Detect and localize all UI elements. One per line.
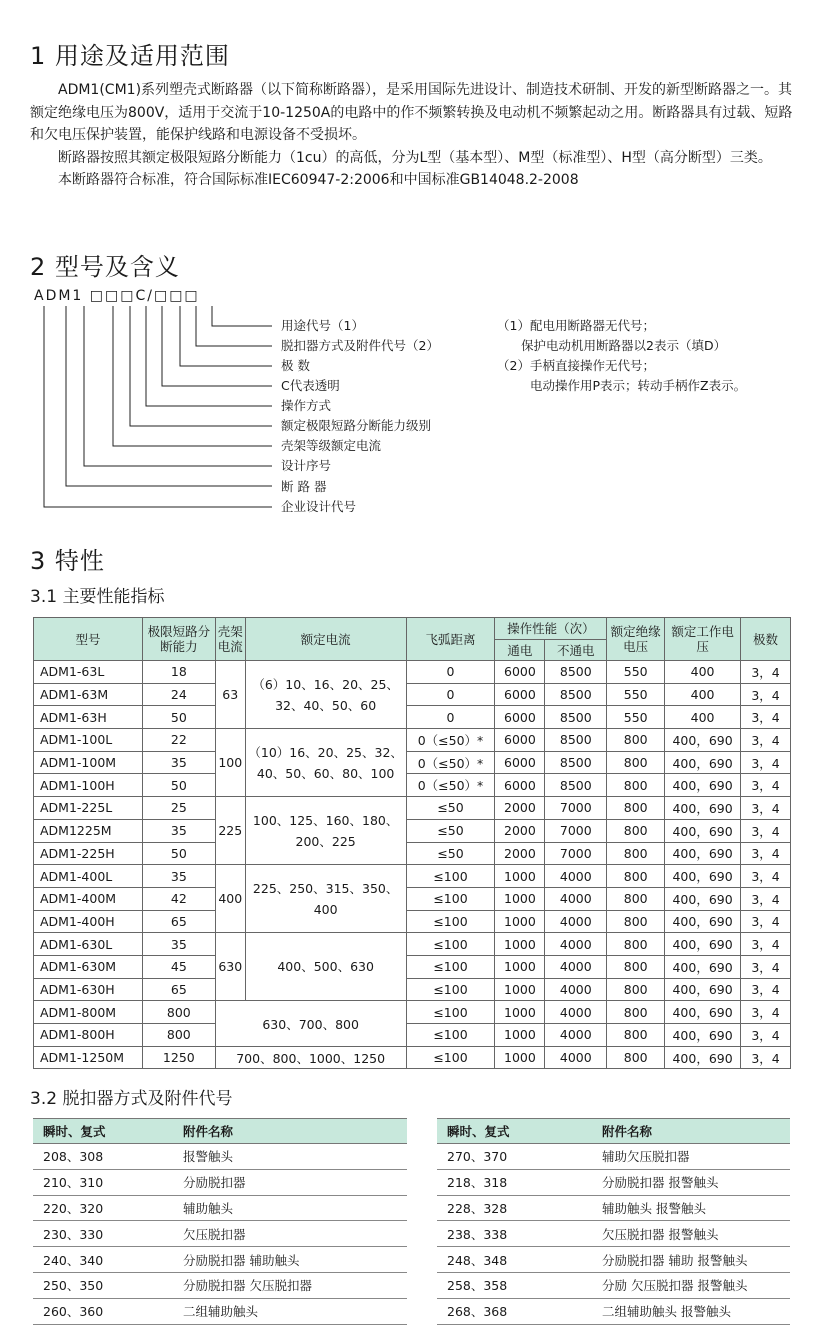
section3-title: 3 特性 bbox=[30, 547, 105, 575]
ops-off-cell: 4000 bbox=[545, 933, 607, 956]
ops-on-cell: 6000 bbox=[495, 683, 545, 706]
arc-distance-cell: ≤100 bbox=[406, 1024, 495, 1047]
working-voltage-cell: 400，690 bbox=[665, 774, 741, 797]
insulation-voltage-cell: 800 bbox=[607, 910, 665, 933]
ops-on-cell: 6000 bbox=[495, 661, 545, 684]
arc-distance-cell: 0（≤50）* bbox=[406, 774, 495, 797]
arc-distance-cell: ≤100 bbox=[406, 978, 495, 1001]
working-voltage-cell: 400，690 bbox=[665, 978, 741, 1001]
ops-on-cell: 1000 bbox=[495, 955, 545, 978]
ops-on-cell: 1000 bbox=[495, 1046, 545, 1069]
icu-cell: 50 bbox=[142, 706, 215, 729]
paragraph-2: 断路器按照其额定极限短路分断能力（1cu）的高低，分为L型（基本型）、M型（标准型）、H型（高分断型）三类。 bbox=[58, 149, 772, 166]
release-code-table-left bbox=[33, 1118, 407, 1325]
arc-distance-cell: 0 bbox=[406, 661, 495, 684]
code-cell: 270、370 bbox=[437, 1144, 592, 1170]
header-rated-current: 额定电流 bbox=[245, 618, 406, 661]
header-code: 瞬时、复式 bbox=[437, 1119, 592, 1144]
icu-cell: 35 bbox=[142, 751, 215, 774]
code-label: 操作方式 bbox=[281, 398, 332, 413]
working-voltage-cell: 400 bbox=[665, 706, 741, 729]
working-voltage-cell: 400，690 bbox=[665, 842, 741, 865]
rated-current-cell: 630、700、800 bbox=[215, 1001, 406, 1046]
insulation-voltage-cell: 800 bbox=[607, 729, 665, 752]
accessory-cell: 分励脱扣器 欠压脱扣器 bbox=[173, 1272, 407, 1298]
icu-cell: 35 bbox=[142, 865, 215, 888]
ops-off-cell: 4000 bbox=[545, 887, 607, 910]
ops-off-cell: 8500 bbox=[545, 751, 607, 774]
table-row bbox=[437, 1195, 790, 1221]
icu-cell: 25 bbox=[142, 797, 215, 820]
code-notes bbox=[497, 318, 746, 393]
ops-on-cell: 1000 bbox=[495, 865, 545, 888]
ops-off-cell: 8500 bbox=[545, 729, 607, 752]
ops-off-cell: 4000 bbox=[545, 1024, 607, 1047]
arc-distance-cell: ≤100 bbox=[406, 933, 495, 956]
accessory-cell: 报警触头 bbox=[173, 1144, 407, 1170]
insulation-voltage-cell: 800 bbox=[607, 819, 665, 842]
ops-on-cell: 1000 bbox=[495, 933, 545, 956]
icu-cell: 800 bbox=[142, 1001, 215, 1024]
poles-cell: 3，4 bbox=[741, 933, 791, 956]
accessory-cell: 欠压脱扣器 报警触头 bbox=[592, 1221, 790, 1247]
table-row bbox=[437, 1247, 790, 1273]
working-voltage-cell: 400，690 bbox=[665, 955, 741, 978]
code-cell: 248、348 bbox=[437, 1247, 592, 1273]
insulation-voltage-cell: 800 bbox=[607, 842, 665, 865]
ops-off-cell: 4000 bbox=[545, 1001, 607, 1024]
model-cell: ADM1-630L bbox=[34, 933, 143, 956]
working-voltage-cell: 400 bbox=[665, 683, 741, 706]
model-cell: ADM1-630M bbox=[34, 955, 143, 978]
poles-cell: 3，4 bbox=[741, 1024, 791, 1047]
ops-on-cell: 6000 bbox=[495, 774, 545, 797]
arc-distance-cell: ≤100 bbox=[406, 1046, 495, 1069]
model-cell: ADM1-225L bbox=[34, 797, 143, 820]
arc-distance-cell: 0 bbox=[406, 706, 495, 729]
model-cell: ADM1-400M bbox=[34, 887, 143, 910]
table-row bbox=[34, 933, 791, 956]
rated-current-cell: （6）10、16、20、25、32、40、50、60 bbox=[245, 661, 406, 729]
arc-distance-cell: ≤100 bbox=[406, 955, 495, 978]
code-cell: 258、358 bbox=[437, 1272, 592, 1298]
code-label: 极 数 bbox=[281, 358, 310, 373]
paragraph-1: ADM1(CM1)系列塑壳式断路器（以下简称断路器），是采用国际先进设计、制造技术研制、开发的新型断路器之一。其额定绝缘电压为800V，适用于交流于10-1250A的电路中的作不频繁转换及电动机不频繁起动之用。断路器具有过载、短路和欠电压保护装置，能保护线路和电源设备不受损坏。 bbox=[30, 82, 793, 143]
frame-current-cell: 630 bbox=[215, 933, 245, 1001]
model-cell: ADM1-63H bbox=[34, 706, 143, 729]
ops-on-cell: 2000 bbox=[495, 797, 545, 820]
insulation-voltage-cell: 800 bbox=[607, 751, 665, 774]
working-voltage-cell: 400，690 bbox=[665, 729, 741, 752]
header-icu: 极限短路分断能力 bbox=[142, 618, 215, 661]
frame-current-cell: 225 bbox=[215, 797, 245, 865]
table-row bbox=[34, 661, 791, 684]
insulation-voltage-cell: 800 bbox=[607, 774, 665, 797]
ops-on-cell: 6000 bbox=[495, 729, 545, 752]
insulation-voltage-cell: 550 bbox=[607, 661, 665, 684]
ops-off-cell: 8500 bbox=[545, 774, 607, 797]
ops-on-cell: 1000 bbox=[495, 910, 545, 933]
frame-current-cell: 100 bbox=[215, 729, 245, 797]
accessory-cell: 分励脱扣器 辅助 报警触头 bbox=[592, 1247, 790, 1273]
model-cell: ADM1225M bbox=[34, 819, 143, 842]
accessory-cell: 分励脱扣器 报警触头 bbox=[592, 1169, 790, 1195]
ops-off-cell: 7000 bbox=[545, 819, 607, 842]
model-cell: ADM1-100L bbox=[34, 729, 143, 752]
poles-cell: 3，4 bbox=[741, 887, 791, 910]
section1-text bbox=[30, 79, 800, 192]
release-code-rows bbox=[437, 1144, 790, 1325]
table-row bbox=[34, 774, 791, 797]
insulation-voltage-cell: 800 bbox=[607, 978, 665, 1001]
table-row bbox=[33, 1195, 407, 1221]
ops-off-cell: 4000 bbox=[545, 1046, 607, 1069]
working-voltage-cell: 400 bbox=[665, 661, 741, 684]
table-row bbox=[34, 978, 791, 1001]
accessory-cell: 分励脱扣器 辅助触头 bbox=[173, 1247, 407, 1273]
table-row bbox=[34, 706, 791, 729]
table-row bbox=[33, 1247, 407, 1273]
table-row bbox=[34, 683, 791, 706]
ops-off-cell: 8500 bbox=[545, 683, 607, 706]
arc-distance-cell: ≤50 bbox=[406, 842, 495, 865]
code-label: 用途代号（1） bbox=[281, 318, 364, 333]
table-row bbox=[34, 797, 791, 820]
accessory-cell: 二组辅助触头 bbox=[173, 1298, 407, 1324]
table-row bbox=[437, 1298, 790, 1324]
rated-current-cell: 100、125、160、180、200、225 bbox=[245, 797, 406, 865]
table-row bbox=[34, 751, 791, 774]
ops-off-cell: 4000 bbox=[545, 955, 607, 978]
arc-distance-cell: 0（≤50）* bbox=[406, 751, 495, 774]
code-cell: 250、350 bbox=[33, 1272, 173, 1298]
icu-cell: 18 bbox=[142, 661, 215, 684]
code-cell: 210、310 bbox=[33, 1169, 173, 1195]
ops-on-cell: 1000 bbox=[495, 978, 545, 1001]
code-cell: 218、318 bbox=[437, 1169, 592, 1195]
header-model: 型号 bbox=[34, 618, 143, 661]
header-arc-distance: 飞弧距离 bbox=[406, 618, 495, 661]
performance-table-body bbox=[34, 661, 791, 1069]
poles-cell: 3，4 bbox=[741, 865, 791, 888]
poles-cell: 3，4 bbox=[741, 1046, 791, 1069]
ops-on-cell: 1000 bbox=[495, 1001, 545, 1024]
model-cell: ADM1-1250M bbox=[34, 1046, 143, 1069]
release-code-rows bbox=[33, 1144, 407, 1325]
model-cell: ADM1-400L bbox=[34, 865, 143, 888]
working-voltage-cell: 400，690 bbox=[665, 933, 741, 956]
poles-cell: 3，4 bbox=[741, 661, 791, 684]
poles-cell: 3，4 bbox=[741, 819, 791, 842]
ops-off-cell: 8500 bbox=[545, 706, 607, 729]
code-cell: 240、340 bbox=[33, 1247, 173, 1273]
poles-cell: 3，4 bbox=[741, 910, 791, 933]
working-voltage-cell: 400，690 bbox=[665, 1046, 741, 1069]
section1-title: 1 用途及适用范围 bbox=[30, 42, 230, 70]
code-cell: 260、360 bbox=[33, 1298, 173, 1324]
arc-distance-cell: 0 bbox=[406, 683, 495, 706]
section2-title: 2 型号及含义 bbox=[30, 253, 180, 281]
ops-on-cell: 6000 bbox=[495, 706, 545, 729]
icu-cell: 35 bbox=[142, 819, 215, 842]
table-row bbox=[34, 910, 791, 933]
table-row bbox=[33, 1144, 407, 1170]
arc-distance-cell: ≤50 bbox=[406, 797, 495, 820]
table-row bbox=[33, 1221, 407, 1247]
insulation-voltage-cell: 800 bbox=[607, 1001, 665, 1024]
working-voltage-cell: 400，690 bbox=[665, 1024, 741, 1047]
icu-cell: 42 bbox=[142, 887, 215, 910]
insulation-voltage-cell: 800 bbox=[607, 797, 665, 820]
model-code: ADM1 □□□C/□□□ bbox=[34, 288, 200, 304]
code-label: 额定极限短路分断能力级别 bbox=[281, 418, 432, 433]
table-row bbox=[437, 1221, 790, 1247]
table-row bbox=[33, 1272, 407, 1298]
code-label: C代表透明 bbox=[281, 378, 340, 393]
rated-current-cell: 225、250、315、350、400 bbox=[245, 865, 406, 933]
arc-distance-cell: ≤50 bbox=[406, 819, 495, 842]
poles-cell: 3，4 bbox=[741, 842, 791, 865]
code-label: 断 路 器 bbox=[281, 479, 327, 494]
poles-cell: 3，4 bbox=[741, 774, 791, 797]
model-cell: ADM1-800H bbox=[34, 1024, 143, 1047]
icu-cell: 65 bbox=[142, 978, 215, 1001]
table-row bbox=[437, 1144, 790, 1170]
icu-cell: 35 bbox=[142, 933, 215, 956]
insulation-voltage-cell: 550 bbox=[607, 706, 665, 729]
accessory-cell: 辅助触头 bbox=[173, 1195, 407, 1221]
table-row bbox=[34, 955, 791, 978]
code-note: （2）手柄直接操作无代号； bbox=[497, 358, 655, 373]
header-insulation-voltage: 额定绝缘电压 bbox=[607, 618, 665, 661]
model-cell: ADM1-225H bbox=[34, 842, 143, 865]
header-ops-on: 通电 bbox=[495, 640, 545, 661]
accessory-cell: 欠压脱扣器 bbox=[173, 1221, 407, 1247]
accessory-cell: 辅助欠压脱扣器 bbox=[592, 1144, 790, 1170]
icu-cell: 22 bbox=[142, 729, 215, 752]
subsection-3-1-title: 3.1 主要性能指标 bbox=[30, 587, 165, 607]
working-voltage-cell: 400，690 bbox=[665, 865, 741, 888]
poles-cell: 3，4 bbox=[741, 683, 791, 706]
model-cell: ADM1-630H bbox=[34, 978, 143, 1001]
ops-on-cell: 1000 bbox=[495, 887, 545, 910]
rated-current-cell: 700、800、1000、1250 bbox=[215, 1046, 406, 1069]
table-row bbox=[34, 1001, 791, 1024]
icu-cell: 50 bbox=[142, 774, 215, 797]
accessory-cell: 分励脱扣器 bbox=[173, 1169, 407, 1195]
code-label: 设计序号 bbox=[281, 458, 332, 473]
working-voltage-cell: 400，690 bbox=[665, 819, 741, 842]
header-operation: 操作性能（次） bbox=[495, 618, 607, 640]
ops-off-cell: 7000 bbox=[545, 797, 607, 820]
insulation-voltage-cell: 550 bbox=[607, 683, 665, 706]
arc-distance-cell: ≤100 bbox=[406, 887, 495, 910]
ops-on-cell: 2000 bbox=[495, 819, 545, 842]
poles-cell: 3，4 bbox=[741, 797, 791, 820]
header-code: 瞬时、复式 bbox=[33, 1119, 173, 1144]
rated-current-cell: 400、500、630 bbox=[245, 933, 406, 1001]
code-cell: 230、330 bbox=[33, 1221, 173, 1247]
table-row bbox=[34, 1046, 791, 1069]
ops-on-cell: 2000 bbox=[495, 842, 545, 865]
code-note: （1）配电用断路器无代号； bbox=[497, 318, 655, 333]
model-cell: ADM1-800M bbox=[34, 1001, 143, 1024]
table-row bbox=[34, 1024, 791, 1047]
insulation-voltage-cell: 800 bbox=[607, 887, 665, 910]
insulation-voltage-cell: 800 bbox=[607, 955, 665, 978]
ops-off-cell: 4000 bbox=[545, 978, 607, 1001]
working-voltage-cell: 400，690 bbox=[665, 751, 741, 774]
model-cell: ADM1-100H bbox=[34, 774, 143, 797]
table-row bbox=[437, 1272, 790, 1298]
leader-lines bbox=[44, 306, 272, 507]
arc-distance-cell: ≤100 bbox=[406, 910, 495, 933]
arc-distance-cell: ≤100 bbox=[406, 865, 495, 888]
poles-cell: 3，4 bbox=[741, 978, 791, 1001]
working-voltage-cell: 400，690 bbox=[665, 797, 741, 820]
code-cell: 220、320 bbox=[33, 1195, 173, 1221]
code-cell: 268、368 bbox=[437, 1298, 592, 1324]
ops-off-cell: 7000 bbox=[545, 842, 607, 865]
icu-cell: 50 bbox=[142, 842, 215, 865]
working-voltage-cell: 400，690 bbox=[665, 910, 741, 933]
accessory-cell: 辅助触头 报警触头 bbox=[592, 1195, 790, 1221]
code-label: 企业设计代号 bbox=[281, 499, 357, 514]
header-working-voltage: 额定工作电压 bbox=[665, 618, 741, 661]
code-label: 脱扣器方式及附件代号（2） bbox=[281, 338, 439, 353]
header-accessory: 附件名称 bbox=[592, 1119, 790, 1144]
frame-current-cell: 63 bbox=[215, 661, 245, 729]
poles-cell: 3，4 bbox=[741, 706, 791, 729]
table-row bbox=[33, 1298, 407, 1324]
arc-distance-cell: ≤100 bbox=[406, 1001, 495, 1024]
ops-on-cell: 6000 bbox=[495, 751, 545, 774]
ops-off-cell: 4000 bbox=[545, 910, 607, 933]
ops-on-cell: 1000 bbox=[495, 1024, 545, 1047]
icu-cell: 45 bbox=[142, 955, 215, 978]
ops-off-cell: 8500 bbox=[545, 661, 607, 684]
code-labels bbox=[281, 318, 439, 514]
poles-cell: 3，4 bbox=[741, 955, 791, 978]
model-cell: ADM1-400H bbox=[34, 910, 143, 933]
table-row bbox=[437, 1169, 790, 1195]
arc-distance-cell: 0（≤50）* bbox=[406, 729, 495, 752]
header-accessory: 附件名称 bbox=[173, 1119, 407, 1144]
performance-table bbox=[33, 617, 791, 1069]
icu-cell: 1250 bbox=[142, 1046, 215, 1069]
model-code-diagram bbox=[0, 282, 825, 522]
table-row bbox=[34, 819, 791, 842]
header-poles: 极数 bbox=[741, 618, 791, 661]
insulation-voltage-cell: 800 bbox=[607, 933, 665, 956]
code-cell: 238、338 bbox=[437, 1221, 592, 1247]
model-cell: ADM1-63L bbox=[34, 661, 143, 684]
model-cell: ADM1-63M bbox=[34, 683, 143, 706]
ops-off-cell: 4000 bbox=[545, 865, 607, 888]
icu-cell: 24 bbox=[142, 683, 215, 706]
header-ops-off: 不通电 bbox=[545, 640, 607, 661]
table-row bbox=[34, 729, 791, 752]
accessory-cell: 分励 欠压脱扣器 报警触头 bbox=[592, 1272, 790, 1298]
table-row bbox=[34, 842, 791, 865]
code-cell: 228、328 bbox=[437, 1195, 592, 1221]
table-row bbox=[34, 865, 791, 888]
model-cell: ADM1-100M bbox=[34, 751, 143, 774]
insulation-voltage-cell: 800 bbox=[607, 1046, 665, 1069]
icu-cell: 65 bbox=[142, 910, 215, 933]
rated-current-cell: （10）16、20、25、32、40、50、60、80、100 bbox=[245, 729, 406, 797]
table-row bbox=[33, 1169, 407, 1195]
poles-cell: 3，4 bbox=[741, 729, 791, 752]
code-note: 保护电动机用断路器以2表示（填D） bbox=[521, 338, 727, 353]
release-code-table-right bbox=[437, 1118, 790, 1325]
accessory-cell: 二组辅助触头 报警触头 bbox=[592, 1298, 790, 1324]
table-row bbox=[34, 887, 791, 910]
code-label: 壳架等级额定电流 bbox=[281, 438, 382, 453]
working-voltage-cell: 400，690 bbox=[665, 887, 741, 910]
code-cell: 208、308 bbox=[33, 1144, 173, 1170]
paragraph-3: 本断路器符合标准，符合国际标准IEC60947-2:2006和中国标准GB14048.2-2008 bbox=[58, 172, 579, 188]
poles-cell: 3，4 bbox=[741, 1001, 791, 1024]
poles-cell: 3，4 bbox=[741, 751, 791, 774]
insulation-voltage-cell: 800 bbox=[607, 1024, 665, 1047]
code-note: 电动操作用P表示；转动手柄作Z表示。 bbox=[530, 378, 747, 393]
frame-current-cell: 400 bbox=[215, 865, 245, 933]
insulation-voltage-cell: 800 bbox=[607, 865, 665, 888]
icu-cell: 800 bbox=[142, 1024, 215, 1047]
header-frame: 壳架电流 bbox=[215, 618, 245, 661]
working-voltage-cell: 400，690 bbox=[665, 1001, 741, 1024]
subsection-3-2-title: 3.2 脱扣器方式及附件代号 bbox=[30, 1089, 233, 1109]
